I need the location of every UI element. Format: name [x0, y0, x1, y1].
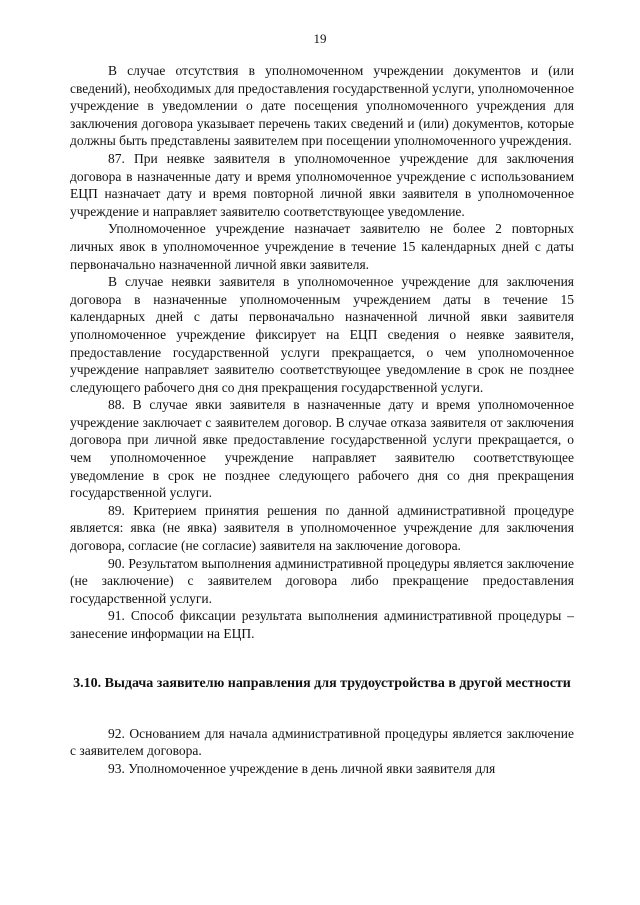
paragraph-92: 92. Основанием для начала административной процедуры является заключение с заявителем договора. — [70, 725, 574, 759]
paragraph-91: 91. Способ фиксации результата выполнения административной процедуры – занесение информации на ЕЦП. — [70, 608, 574, 641]
paragraph-89: 89. Критерием принятия решения по данной административной процедуре является: явка (не явка) заявителя в уполномоченное учреждение для заключения договора, согласие (не согласие) заявителя на заключение договора. — [70, 502, 574, 554]
section-title: 3.10. Выдача заявителю направления для трудоустройства в другой местности — [73, 675, 571, 691]
page-number: 19 — [313, 31, 327, 46]
paragraph-88: 88. В случае явки заявителя в назначенные дату и время уполномоченное учреждение заключает с заявителем договор. В случае отказа заявителя от заключения договора при личной явке предоставление государственной услуги прекращается, о чем уполномоченное учреждение направляет заявителю соответствующее уведомление в срок не позднее следующего рабочего дня со дня прекращения государственной услуги. — [70, 397, 574, 501]
paragraph-87: 87. При неявке заявителя в уполномоченное учреждение для заключения договора в назначенные дату и время уполномоченное учреждение с использованием ЕЦП назначает дату и время повторной личной явки заявителя в уполномоченное учреждение и направляет заявителю соответствующее уведомление. — [70, 150, 574, 219]
paragraph-90: 90. Результатом выполнения административной процедуры является заключение (не заключение) с заявителем договора либо прекращение предоставления государственной услуги. — [70, 555, 574, 606]
paragraph: В случае неявки заявителя в уполномоченное учреждение для заключения договора в назначенные уполномоченным учреждением даты в течение 15 календарных дней с даты первоначально назначенной личной явки заявителя уполномоченное учреждение фиксирует на ЕЦП сведения о неявке заявителя, предоставление государственной услуги прекращается, о чем уполномоченное учреждение направляет заявителю соответствующее уведомление в срок не позднее следующего рабочего дня со дня прекращения государственной услуги. — [70, 274, 574, 395]
paragraph-93: 93. Уполномоченное учреждение в день личной явки заявителя для — [108, 760, 496, 776]
paragraph: Уполномоченное учреждение назначает заявителю не более 2 повторных личных явок в уполномоченное учреждение в течение 15 календарных дней с даты первоначально назначенной личной явки заявителя. — [70, 221, 574, 272]
document-body — [70, 62, 574, 777]
paragraph: В случае отсутствия в уполномоченном учреждении документов и (или сведений), необходимых для предоставления государственной услуги, уполномоченное учреждение в уведомлении о дате посещения уполномоченного учреждения для заключения договора указывает перечень таких сведений и (или) документов, которые должны быть представлены заявителем при посещении уполномоченного учреждения. — [70, 63, 574, 149]
